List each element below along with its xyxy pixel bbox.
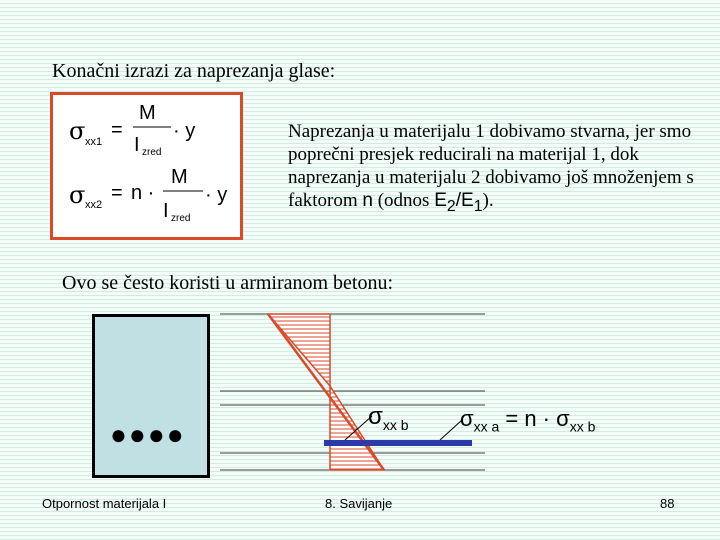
sigma-b-sub: xx b <box>382 416 409 433</box>
desc-e1: E <box>461 190 474 211</box>
f2-equals: = <box>111 182 123 204</box>
desc-text-2: (odnos <box>372 190 435 211</box>
f2-denom-i: I <box>163 200 169 222</box>
f1-denom-i: I <box>134 134 140 156</box>
f1-times-y: · y <box>173 120 196 142</box>
desc-text-3: ). <box>482 190 494 211</box>
desc-e2: E <box>434 190 447 211</box>
f2-sigma: σ <box>69 181 86 209</box>
f1-equals: = <box>111 119 123 141</box>
sigma-b-symbol: σ <box>368 403 383 430</box>
sigma-a-eq-sub: xx b <box>569 418 596 435</box>
formula-box <box>50 92 243 240</box>
desc-e1-sub: 1 <box>473 197 483 215</box>
footer-course: Otpornost materijala I <box>42 496 167 511</box>
f1-denom-sub: zred <box>142 147 162 158</box>
sigma-a-eq: = n · σ <box>499 406 570 431</box>
f2-numerator: M <box>171 166 188 188</box>
beam-cross-section <box>92 314 210 478</box>
sigma-a-symbol: σ <box>460 406 474 431</box>
f1-sigma: σ <box>69 117 86 145</box>
stress-diagram <box>200 300 720 500</box>
f2-times-y: · y <box>205 184 228 206</box>
slide-heading: Konačni izrazi za naprezanja glase: <box>52 60 336 82</box>
f2-subscript: xx2 <box>85 199 103 211</box>
sigma-xx-a-equation <box>460 406 595 434</box>
desc-e2-sub: 2 <box>446 197 456 215</box>
description-paragraph <box>288 120 718 218</box>
f1-subscript: xx1 <box>85 136 103 148</box>
rebar-dots: ●●●● <box>110 420 186 451</box>
f2-denom-sub: zred <box>171 213 191 224</box>
desc-n: n <box>362 190 373 211</box>
subheading: Ovo se često koristi u armiranom betonu: <box>62 272 394 294</box>
sigma-a-leader <box>440 420 462 440</box>
f2-n-dot: n · <box>131 182 155 204</box>
formula-svg <box>53 95 240 237</box>
sigma-a-sub: xx a <box>473 418 500 435</box>
sigma-xx-b-label <box>368 403 409 433</box>
desc-slash: / <box>455 190 461 211</box>
desc-text-1: Naprezanja u materijalu 1 dobivamo stvarna, jer smo poprečni presjek reducirali na materijal 1, dok naprezanja u materijalu 2 dobivamo još množenjem s faktorom <box>288 121 694 211</box>
f1-numerator: M <box>139 102 156 124</box>
footer-page-number: 88 <box>660 496 675 511</box>
footer-chapter: 8. Savijanje <box>325 496 393 511</box>
